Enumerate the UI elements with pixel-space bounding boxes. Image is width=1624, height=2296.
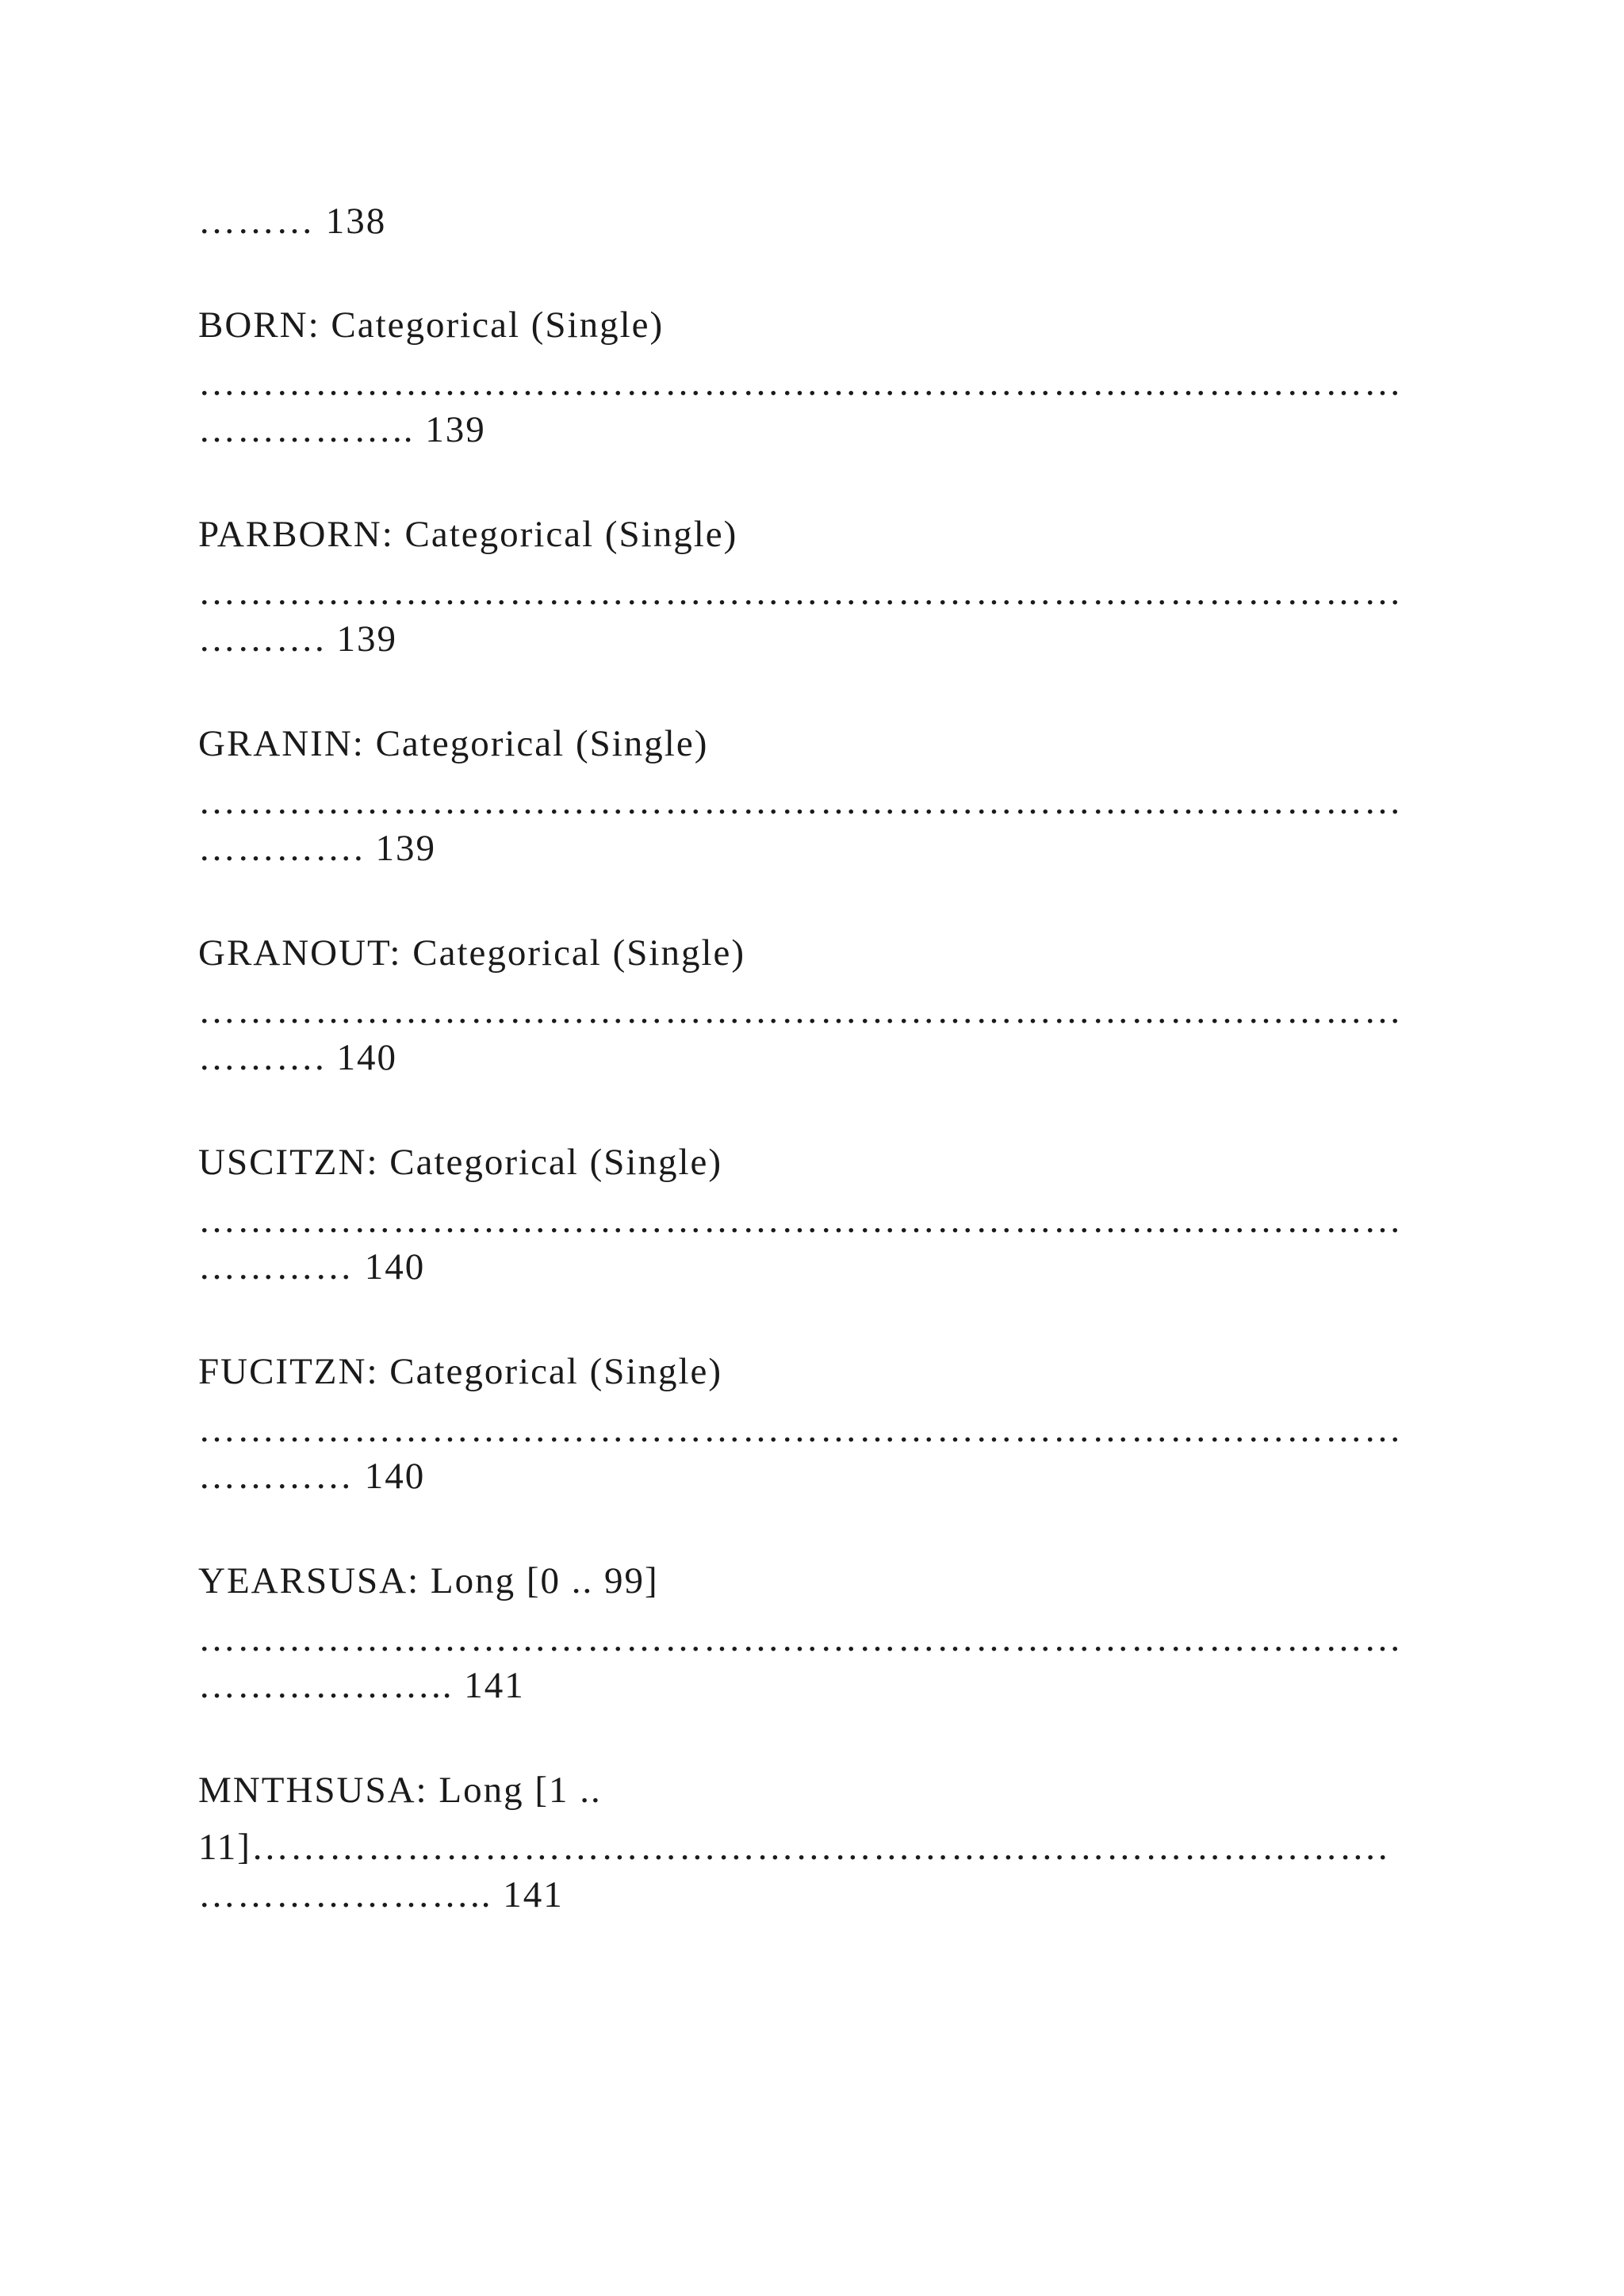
toc-entry-title: GRANIN: Categorical (Single) (198, 723, 709, 764)
toc-entry-title: MNTHSUSA: Long [1 .. (198, 1770, 602, 1811)
toc-leader: ………………………………………………………………………………… (198, 572, 1403, 613)
toc-page-number: …………….. 139 (198, 409, 486, 450)
toc-entry-title: BORN: Categorical (Single) (198, 304, 665, 346)
toc-page-number: ………… 140 (198, 1246, 426, 1288)
toc-entry-title: YEARSUSA: Long [0 .. 99] (198, 1560, 659, 1601)
toc-page-number: ………. 139 (198, 618, 397, 660)
toc-leader: 11]……………………………………………………………………………. (198, 1827, 1389, 1868)
toc-entry-title: FUCITZN: Categorical (Single) (198, 1351, 723, 1392)
toc-leader: ………………………………………………………………………………… (198, 1409, 1403, 1450)
toc-entry-title: USCITZN: Categorical (Single) (198, 1142, 723, 1183)
toc-entry-title: GRANOUT: Categorical (Single) (198, 932, 746, 974)
toc-page-number: ……………….. 141 (198, 1665, 525, 1706)
toc-page-number: …………. 139 (198, 828, 436, 869)
toc-line: ……… 138 (198, 201, 387, 242)
toc-leader: ………………………………………………………………………………… (198, 990, 1403, 1031)
toc-page-number: ………………….. 141 (198, 1874, 564, 1915)
toc-leader: ………………………………………………………………………………… (198, 1618, 1403, 1659)
toc-page-number: ………. 140 (198, 1037, 397, 1078)
toc-leader: ………………………………………………………………………………… (198, 781, 1403, 822)
toc-leader: ………………………………………………………………………………… (198, 1200, 1403, 1241)
toc-entry-title: PARBORN: Categorical (Single) (198, 514, 738, 555)
toc-leader: ………………………………………………………………………………… (198, 362, 1403, 404)
toc-page-number: ………… 140 (198, 1456, 426, 1497)
